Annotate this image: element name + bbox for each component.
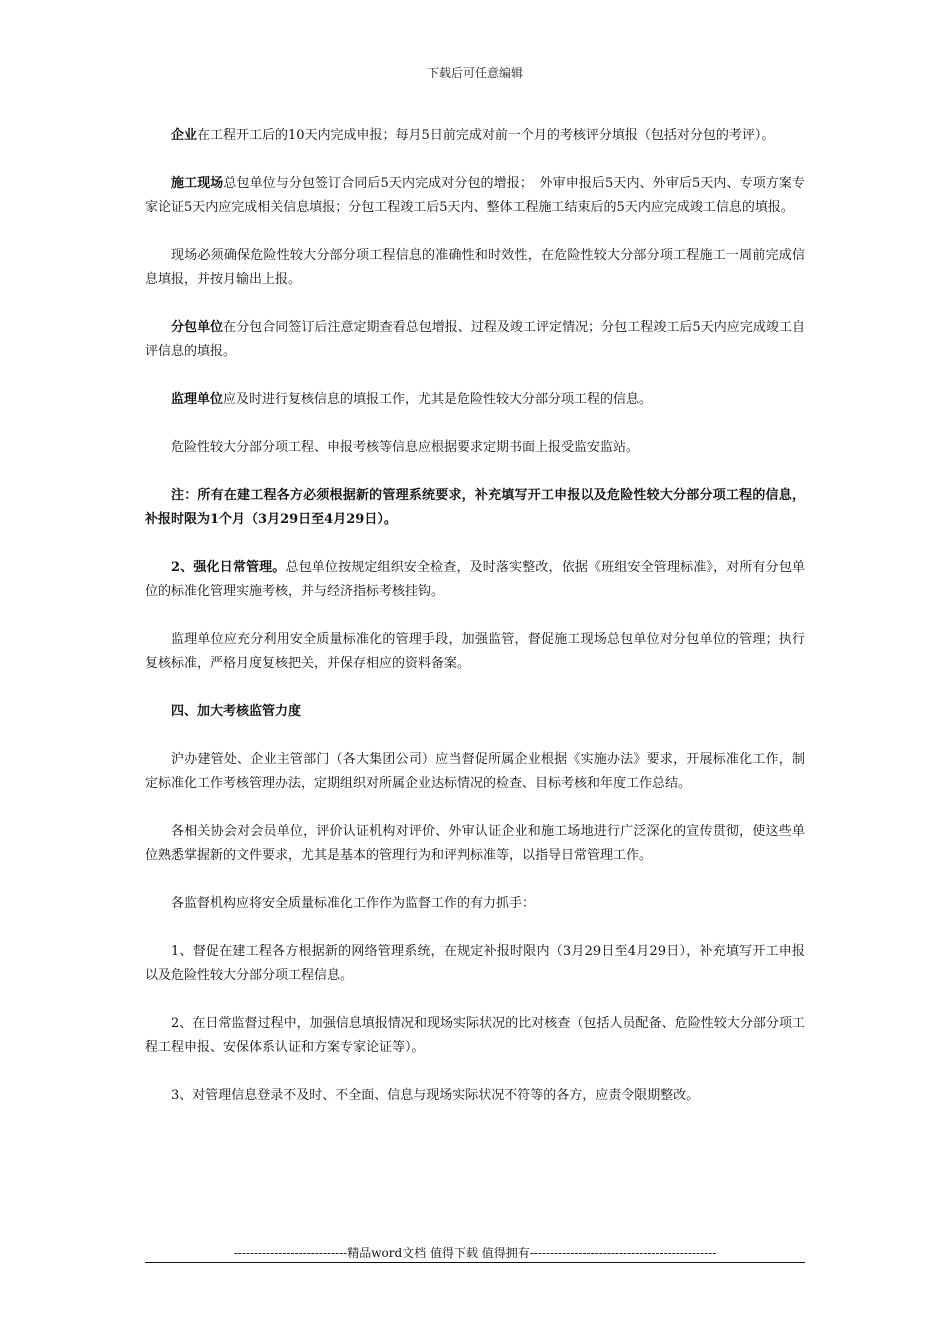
- paragraph-daily-management: [145, 556, 805, 604]
- paragraph-text: 监理单位应充分利用安全质量标准化的管理手段，加强监管，督促施工现场总包单位对分包单位的管理；执行复核标准，严格月度复核把关，并保存相应的资料备案。: [145, 632, 805, 671]
- paragraph-supervision: [145, 388, 805, 412]
- paragraph-lead: 分包单位: [171, 320, 224, 335]
- paragraph-enterprise: [145, 124, 805, 148]
- paragraph-authority: [145, 748, 805, 796]
- paragraph-note: [145, 484, 805, 532]
- paragraph-text: 2、在日常监督过程中，加强信息填报情况和现场实际状况的比对核查（包括人员配备、危险性较大分部分项工程工程申报、安保体系认证和方案专家论证等）。: [145, 1016, 805, 1055]
- paragraph-text: 现场必须确保危险性较大分部分项工程信息的准确性和时效性，在危险性较大分部分项工程施工一周前完成信息填报，并按月输出上报。: [145, 248, 805, 287]
- paragraph-text: 总包单位与分包签订合同后5天内完成对分包的增报； 外审申报后5天内、外审后5天内、专项方案专家论证5天内应完成相关信息填报；分包工程竣工后5天内、整体工程施工结束后的5天内应完成竣工信息的填报。: [145, 176, 805, 215]
- paragraph-text: 1、督促在建工程各方根据新的网络管理系统，在规定补报时限内（3月29日至4月29日），补充填写开工申报以及危险性较大分部分项工程信息。: [145, 944, 805, 983]
- paragraph-text: 各监督机构应将安全质量标准化工作作为监督工作的有力抓手：: [171, 896, 536, 911]
- paragraph-lead: 注：所有在建工程各方必须根据新的管理系统要求，补充填写开工申报以及危险性较大分部分项工程的信息，补报时限为1个月（3月29日至4月29日）。: [145, 488, 805, 527]
- paragraph-lead: 2、强化日常管理。: [171, 560, 286, 575]
- paragraph-monitoring: [145, 892, 805, 916]
- paragraph-supervision-means: [145, 628, 805, 676]
- paragraph-text: 在分包合同签订后注意定期查看总包增报、过程及竣工评定情况；分包工程竣工后5天内应完成竣工自评信息的填报。: [145, 320, 805, 359]
- document-body: [145, 124, 805, 1132]
- paragraph-report: [145, 436, 805, 460]
- page-footer: ----------------------------精品word文档 值得下载 值得拥有----------------------------------------------: [233, 1246, 717, 1260]
- paragraph-text: 应及时进行复核信息的填报工作，尤其是危险性较大分部分项工程的信息。: [223, 392, 653, 407]
- paragraph-text: 3、对管理信息登录不及时、不全面、信息与现场实际状况不符等的各方，应责令限期整改。: [171, 1088, 700, 1103]
- list-item-3: [145, 1084, 805, 1108]
- page-header: 下载后可任意编辑: [426, 66, 523, 80]
- footer-divider: [145, 1262, 805, 1263]
- paragraph-text: 各相关协会对会员单位，评价认证机构对评价、外审认证企业和施工场地进行广泛深化的宣传贯彻，使这些单位熟悉掌握新的文件要求，尤其是基本的管理行为和评判标准等，以指导日常管理工作。: [145, 824, 805, 863]
- paragraph-subcontractor: [145, 316, 805, 364]
- paragraph-lead: 企业: [171, 128, 198, 143]
- list-item-1: [145, 940, 805, 988]
- paragraph-text: 沪办建管处、企业主管部门（各大集团公司）应当督促所属企业根据《实施办法》要求，开展标准化工作，制定标准化工作考核管理办法，定期组织对所属企业达标情况的检查、目标考核和年度工作总结。: [145, 752, 805, 791]
- paragraph-site-accuracy: [145, 244, 805, 292]
- section-heading: [145, 700, 805, 724]
- list-item-2: [145, 1012, 805, 1060]
- paragraph-lead: 监理单位: [171, 392, 224, 407]
- paragraph-text: 在工程开工后的10天内完成申报；每月5日前完成对前一个月的考核评分填报（包括对分包的考评）。: [197, 128, 775, 143]
- section-heading-text: 四、加大考核监管力度: [171, 704, 302, 719]
- paragraph-text: 危险性较大分部分项工程、申报考核等信息应根据要求定期书面上报受监安监站。: [171, 440, 640, 455]
- paragraph-lead: 施工现场: [171, 176, 224, 191]
- paragraph-associations: [145, 820, 805, 868]
- paragraph-text: 总包单位按规定组织安全检查，及时落实整改，依据《班组安全管理标准》，对所有分包单位的标准化管理实施考核，并与经济指标考核挂钩。: [145, 560, 805, 599]
- paragraph-construction-site: [145, 172, 805, 220]
